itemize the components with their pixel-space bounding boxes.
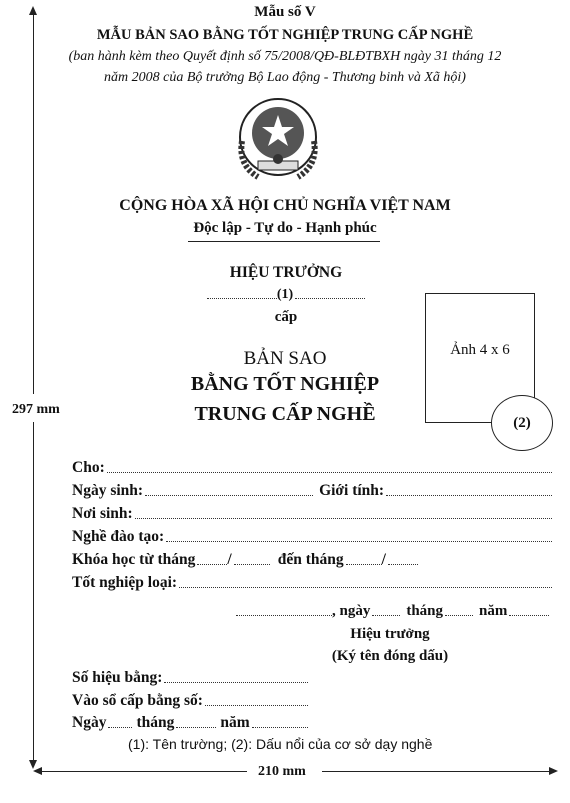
registry-book	[72, 692, 308, 710]
field-dob-gender	[72, 482, 552, 500]
field-trade-blank	[166, 540, 552, 542]
width-label: 210 mm	[258, 764, 306, 779]
field-course-slash-1: /	[227, 551, 232, 568]
form-title: MẪU BẢN SAO BẰNG TỐT NGHIỆP TRUNG CẤP NGHỀ	[96, 27, 474, 43]
school-line	[205, 287, 365, 303]
date-day-label: , ngày	[332, 603, 371, 619]
width-line-left	[40, 771, 247, 772]
date-year-label: năm	[479, 603, 508, 619]
field-to-label: Cho:	[72, 459, 105, 476]
seal-ref: (2)	[513, 414, 531, 431]
document-title-2: TRUNG CẤP NGHỀ	[194, 403, 376, 425]
decree-line-1: (ban hành kèm theo Quyết định số 75/2008/QĐ-BLĐTBXH ngày 31 tháng 12	[68, 49, 502, 64]
grants-label: cấp	[274, 309, 298, 325]
document-title-1: BẰNG TỐT NGHIỆP	[190, 373, 380, 395]
decree-line-2: năm 2008 của Bộ trưởng Bộ Lao động - Thương binh và Xã hội)	[104, 70, 466, 85]
field-grade-label: Tốt nghiệp loại:	[72, 574, 178, 591]
field-birthplace-label: Nơi sinh:	[72, 505, 133, 522]
field-to	[72, 459, 552, 477]
issuer-title: HIỆU TRƯỞNG	[229, 264, 343, 281]
field-trade-label: Nghề đào tạo:	[72, 528, 165, 545]
nation-name: CỘNG HÒA XÃ HỘI CHỦ NGHĨA VIỆT NAM	[119, 197, 451, 214]
footnote: (1): Tên trường; (2): Dấu nổi của cơ sở dạy nghề	[128, 736, 433, 752]
photo-label: Ảnh 4 x 6	[450, 342, 510, 358]
national-emblem-icon	[228, 95, 328, 183]
document-type: BẢN SAO	[243, 348, 327, 369]
registry-number	[72, 669, 308, 687]
registry-day-label: Ngày	[72, 714, 107, 731]
registry-year-label: năm	[220, 714, 250, 731]
date-month-label: tháng	[406, 603, 444, 619]
field-to-blank	[107, 471, 552, 473]
field-course-from-label: Khóa học từ tháng	[72, 551, 196, 568]
field-gender-label: Giới tính:	[319, 482, 385, 499]
field-dob-blank	[145, 494, 313, 496]
field-birthplace-blank	[135, 517, 552, 519]
signer-title: Hiệu trưởng	[350, 626, 430, 642]
seal-circle	[491, 395, 553, 451]
field-grade	[72, 574, 552, 592]
date-line	[234, 603, 549, 620]
registry-number-label: Số hiệu bằng:	[72, 669, 163, 686]
field-birthplace	[72, 505, 552, 523]
field-course	[72, 551, 412, 569]
field-dob-label: Ngày sinh:	[72, 482, 144, 499]
width-line-right	[322, 771, 552, 772]
sign-note: (Ký tên đóng dấu)	[331, 648, 449, 664]
height-label: 297 mm	[12, 402, 60, 417]
field-trade	[72, 528, 552, 546]
motto-underline	[188, 241, 380, 242]
registry-month-label: tháng	[136, 714, 175, 731]
width-arrow-right	[549, 767, 558, 775]
form-number: Mẫu số V	[254, 4, 316, 20]
nation-motto: Độc lập - Tự do - Hạnh phúc	[193, 220, 377, 236]
field-course-slash-2: /	[381, 551, 386, 568]
field-gender-blank	[386, 494, 552, 496]
registry-date	[72, 714, 308, 732]
field-course-to-label: đến tháng	[277, 551, 344, 568]
height-line-lower	[33, 422, 34, 762]
school-placeholder: (1)	[276, 287, 294, 302]
field-grade-blank	[179, 586, 552, 588]
registry-book-label: Vào sổ cấp bằng số:	[72, 692, 203, 709]
